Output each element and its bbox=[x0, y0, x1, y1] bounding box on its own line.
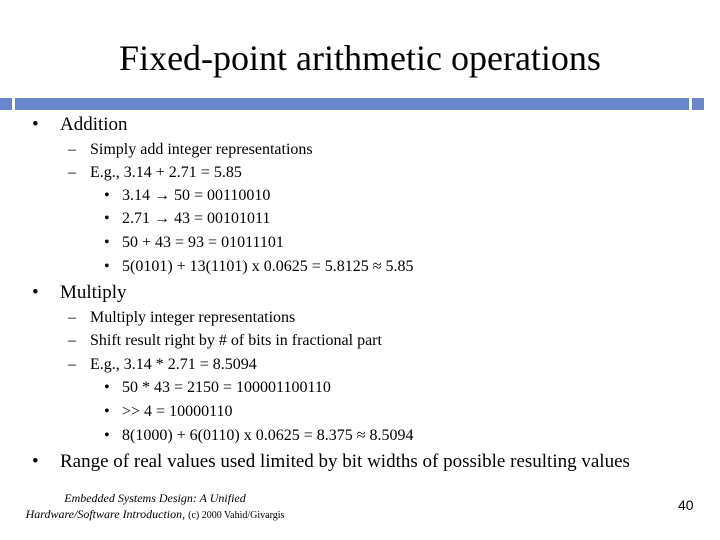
page-number: 40 bbox=[678, 497, 694, 513]
dash-marker: – bbox=[68, 309, 76, 326]
footer-copyright: (c) 2000 Vahid/Givargis bbox=[188, 510, 285, 521]
detail-text: 3.14 → 50 = 00110010 bbox=[122, 187, 271, 204]
subitem-text: Simply add integer representations bbox=[90, 141, 313, 158]
footer-book-line2: Hardware/Software Introduction, bbox=[25, 507, 186, 521]
detail-text: 5(0101) + 13(1101) x 0.0625 = 5.8125 ≈ 5.85 bbox=[122, 258, 414, 275]
detail-text: 8(1000) + 6(0110) x 0.0625 = 8.375 ≈ 8.5094 bbox=[122, 427, 414, 444]
bullet-marker: • bbox=[104, 379, 110, 396]
dash-marker: – bbox=[68, 332, 76, 349]
dash-marker: – bbox=[68, 356, 76, 373]
subitem-text: Shift result right by # of bits in fractional part bbox=[90, 332, 382, 349]
slide-title: Fixed-point arithmetic operations bbox=[119, 38, 601, 78]
bullet-marker: • bbox=[104, 210, 110, 227]
bullet-marker: • bbox=[104, 234, 110, 251]
subitem-text: E.g., 3.14 + 2.71 = 5.85 bbox=[90, 164, 242, 181]
bullet-marker: • bbox=[32, 282, 39, 303]
bullet-marker: • bbox=[32, 451, 39, 472]
detail-text: >> 4 = 10000110 bbox=[122, 403, 233, 420]
footer-book-line2-row bbox=[20, 506, 290, 524]
divider-tick-left bbox=[12, 98, 15, 110]
footer-citation bbox=[20, 490, 290, 524]
detail-text: 2.71 → 43 = 00101011 bbox=[122, 210, 271, 227]
detail-text: 50 * 43 = 2150 = 100001100110 bbox=[122, 379, 331, 396]
subitem-text: Multiply integer representations bbox=[90, 309, 296, 326]
dash-marker: – bbox=[68, 164, 76, 181]
bullet-text: Multiply bbox=[60, 282, 127, 303]
dash-marker: – bbox=[68, 141, 76, 158]
bullet-marker: • bbox=[104, 258, 110, 275]
title-divider bbox=[0, 98, 704, 110]
bullet-text: Range of real values used limited by bit widths of possible resulting values bbox=[60, 451, 630, 472]
bullet-marker: • bbox=[104, 427, 110, 444]
bullet-marker: • bbox=[32, 114, 39, 135]
footer-book-line1: Embedded Systems Design: A Unified bbox=[64, 491, 246, 505]
divider-tick-right bbox=[689, 98, 692, 110]
detail-text: 50 + 43 = 93 = 01011101 bbox=[122, 234, 284, 251]
bullet-marker: • bbox=[104, 187, 110, 204]
subitem-text: E.g., 3.14 * 2.71 = 8.5094 bbox=[90, 356, 257, 373]
bullet-marker: • bbox=[104, 403, 110, 420]
bullet-text: Addition bbox=[60, 114, 128, 135]
